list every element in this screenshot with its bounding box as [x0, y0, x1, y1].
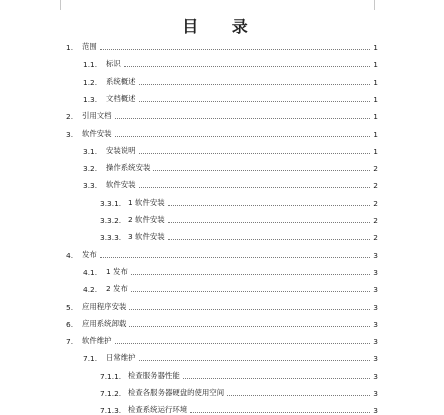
toc-entry-page: 1 [373, 43, 378, 52]
toc-entry[interactable] [100, 228, 378, 242]
toc-entry-number: 4. [66, 250, 74, 260]
toc-entry[interactable] [100, 194, 378, 208]
toc-dot-leader [139, 152, 370, 154]
toc-entry-page: 3 [373, 250, 378, 260]
toc-entry-label: 软件维护 [82, 336, 112, 346]
toc-entry[interactable] [83, 90, 378, 104]
toc-dot-leader [100, 256, 370, 258]
toc-dot-leader [139, 359, 370, 361]
toc-entry-number: 3.2. [83, 164, 98, 174]
toc-dot-leader [168, 221, 370, 223]
toc-entry[interactable] [83, 176, 378, 190]
toc-dot-leader [131, 290, 370, 292]
toc-dot-leader [129, 325, 370, 327]
toc-entry[interactable] [100, 367, 378, 381]
toc-entry-number: 7.1.2. [100, 389, 122, 398]
toc-dot-leader [168, 238, 370, 240]
toc-entry-page: 2 [373, 198, 378, 208]
toc-entry-label: 检查系统运行环境 [128, 405, 188, 415]
toc-entry-label: 2 发布 [106, 284, 128, 294]
toc-entry-label: 1 发布 [106, 266, 128, 276]
toc-dot-leader [115, 117, 370, 119]
toc-entry[interactable] [66, 315, 378, 329]
toc-dot-leader [168, 204, 370, 206]
toc-entry[interactable] [83, 159, 378, 173]
toc-entry-number: 3.3.1. [100, 198, 122, 208]
toc-dot-leader [115, 342, 370, 344]
toc-entry-label: 应用系统卸载 [82, 318, 127, 328]
toc-dot-leader [139, 83, 370, 85]
toc-entry[interactable] [83, 142, 378, 156]
toc-entry[interactable] [83, 263, 378, 277]
toc-entry[interactable] [83, 349, 378, 363]
toc-entry-page: 2 [373, 233, 378, 243]
toc-dot-leader [100, 48, 370, 50]
toc-dot-leader [183, 377, 370, 379]
toc-entry-label: 应用程序安装 [82, 301, 127, 311]
toc-entry[interactable] [66, 107, 378, 121]
toc-entry[interactable] [100, 211, 378, 225]
toc-entry[interactable] [66, 332, 378, 346]
toc-entry-number: 7.1.1. [100, 371, 122, 381]
toc-entry-page: 3 [373, 285, 378, 295]
toc-dot-leader [131, 273, 370, 275]
toc-entry[interactable] [83, 55, 378, 69]
toc-dot-leader [139, 186, 370, 188]
toc-dot-leader [190, 411, 370, 413]
toc-entry-page: 3 [373, 371, 378, 381]
toc-entry-page: 3 [373, 267, 378, 277]
toc-entry-number: 3.3.2. [100, 216, 122, 225]
toc-entry[interactable] [100, 401, 378, 415]
toc-entry[interactable] [66, 38, 378, 52]
toc-entry-page: 2 [373, 164, 378, 174]
toc-entry-page: 3 [373, 406, 378, 415]
crop-mark-right [374, 0, 375, 10]
toc-entry-number: 3.3. [83, 181, 98, 191]
toc-dot-leader [129, 308, 370, 310]
toc-entry-label: 检查服务器性能 [128, 370, 180, 380]
toc-entry[interactable] [66, 246, 378, 260]
toc-dot-leader [124, 65, 370, 67]
toc-entry-label: 引用文档 [82, 111, 112, 121]
toc-entry[interactable] [83, 73, 378, 87]
toc-dot-leader [115, 135, 370, 137]
toc-entry-page: 1 [373, 77, 378, 87]
toc-entry-label: 检查各服务器硬盘的使用空间 [128, 388, 225, 397]
toc-entry-label: 软件安装 [82, 128, 112, 138]
toc-entry-label: 范围 [82, 42, 97, 51]
toc-entry[interactable] [66, 125, 378, 139]
toc-entry-label: 标识 [106, 59, 121, 69]
toc-entry-number: 2. [66, 112, 74, 122]
toc-entry-label: 操作系统安装 [106, 163, 151, 173]
toc-entry-number: 1.3. [83, 94, 98, 104]
toc-entry-number: 3.1. [83, 146, 98, 156]
toc-entry-page: 3 [373, 354, 378, 364]
toc-entry[interactable] [100, 384, 378, 398]
toc-entry-label: 软件安装 [106, 180, 136, 190]
toc-entry-label: 安装说明 [106, 145, 136, 155]
toc-entry-page: 3 [373, 319, 378, 329]
crop-mark-left [60, 0, 61, 10]
toc-entry-number: 4.2. [83, 285, 98, 295]
toc-entry-label: 文档概述 [106, 93, 136, 103]
toc-entry[interactable] [83, 280, 378, 294]
toc-entry-page: 2 [373, 216, 378, 225]
toc-entry[interactable] [66, 298, 378, 312]
toc-entry-number: 3. [66, 129, 74, 139]
toc-entry-number: 1. [66, 43, 74, 52]
toc-entry-label: 3 软件安装 [128, 232, 165, 242]
toc-entry-label: 1 软件安装 [128, 197, 165, 207]
toc-entry-label: 系统概述 [106, 76, 136, 86]
toc-entry-page: 2 [373, 181, 378, 191]
toc-entry-page: 1 [373, 112, 378, 122]
toc-dot-leader [139, 100, 370, 102]
toc-entry-page: 1 [373, 129, 378, 139]
toc-entry-page: 3 [373, 337, 378, 347]
toc-dot-leader [153, 169, 370, 171]
toc-entry-number: 7. [66, 337, 74, 347]
toc-entry-label: 日常维护 [106, 353, 136, 363]
toc-entry-number: 6. [66, 319, 74, 329]
toc-entry-number: 3.3.3. [100, 233, 122, 243]
toc-entry-number: 5. [66, 302, 74, 312]
toc-entry-number: 7.1.3. [100, 406, 122, 415]
toc-entry-label: 2 软件安装 [128, 215, 165, 224]
toc-entry-page: 1 [373, 146, 378, 156]
toc-entry-number: 4.1. [83, 267, 98, 277]
toc-entry-number: 1.1. [83, 60, 98, 70]
toc-entry-page: 1 [373, 94, 378, 104]
toc-entry-number: 7.1. [83, 354, 98, 364]
toc-entry-page: 3 [373, 389, 378, 398]
toc-title: 目 录 [182, 17, 262, 36]
toc-entry-label: 发布 [82, 249, 97, 259]
toc-dot-leader [227, 394, 370, 396]
toc-entry-number: 1.2. [83, 77, 98, 87]
toc-entry-page: 1 [373, 60, 378, 70]
toc-entry-page: 3 [373, 302, 378, 312]
